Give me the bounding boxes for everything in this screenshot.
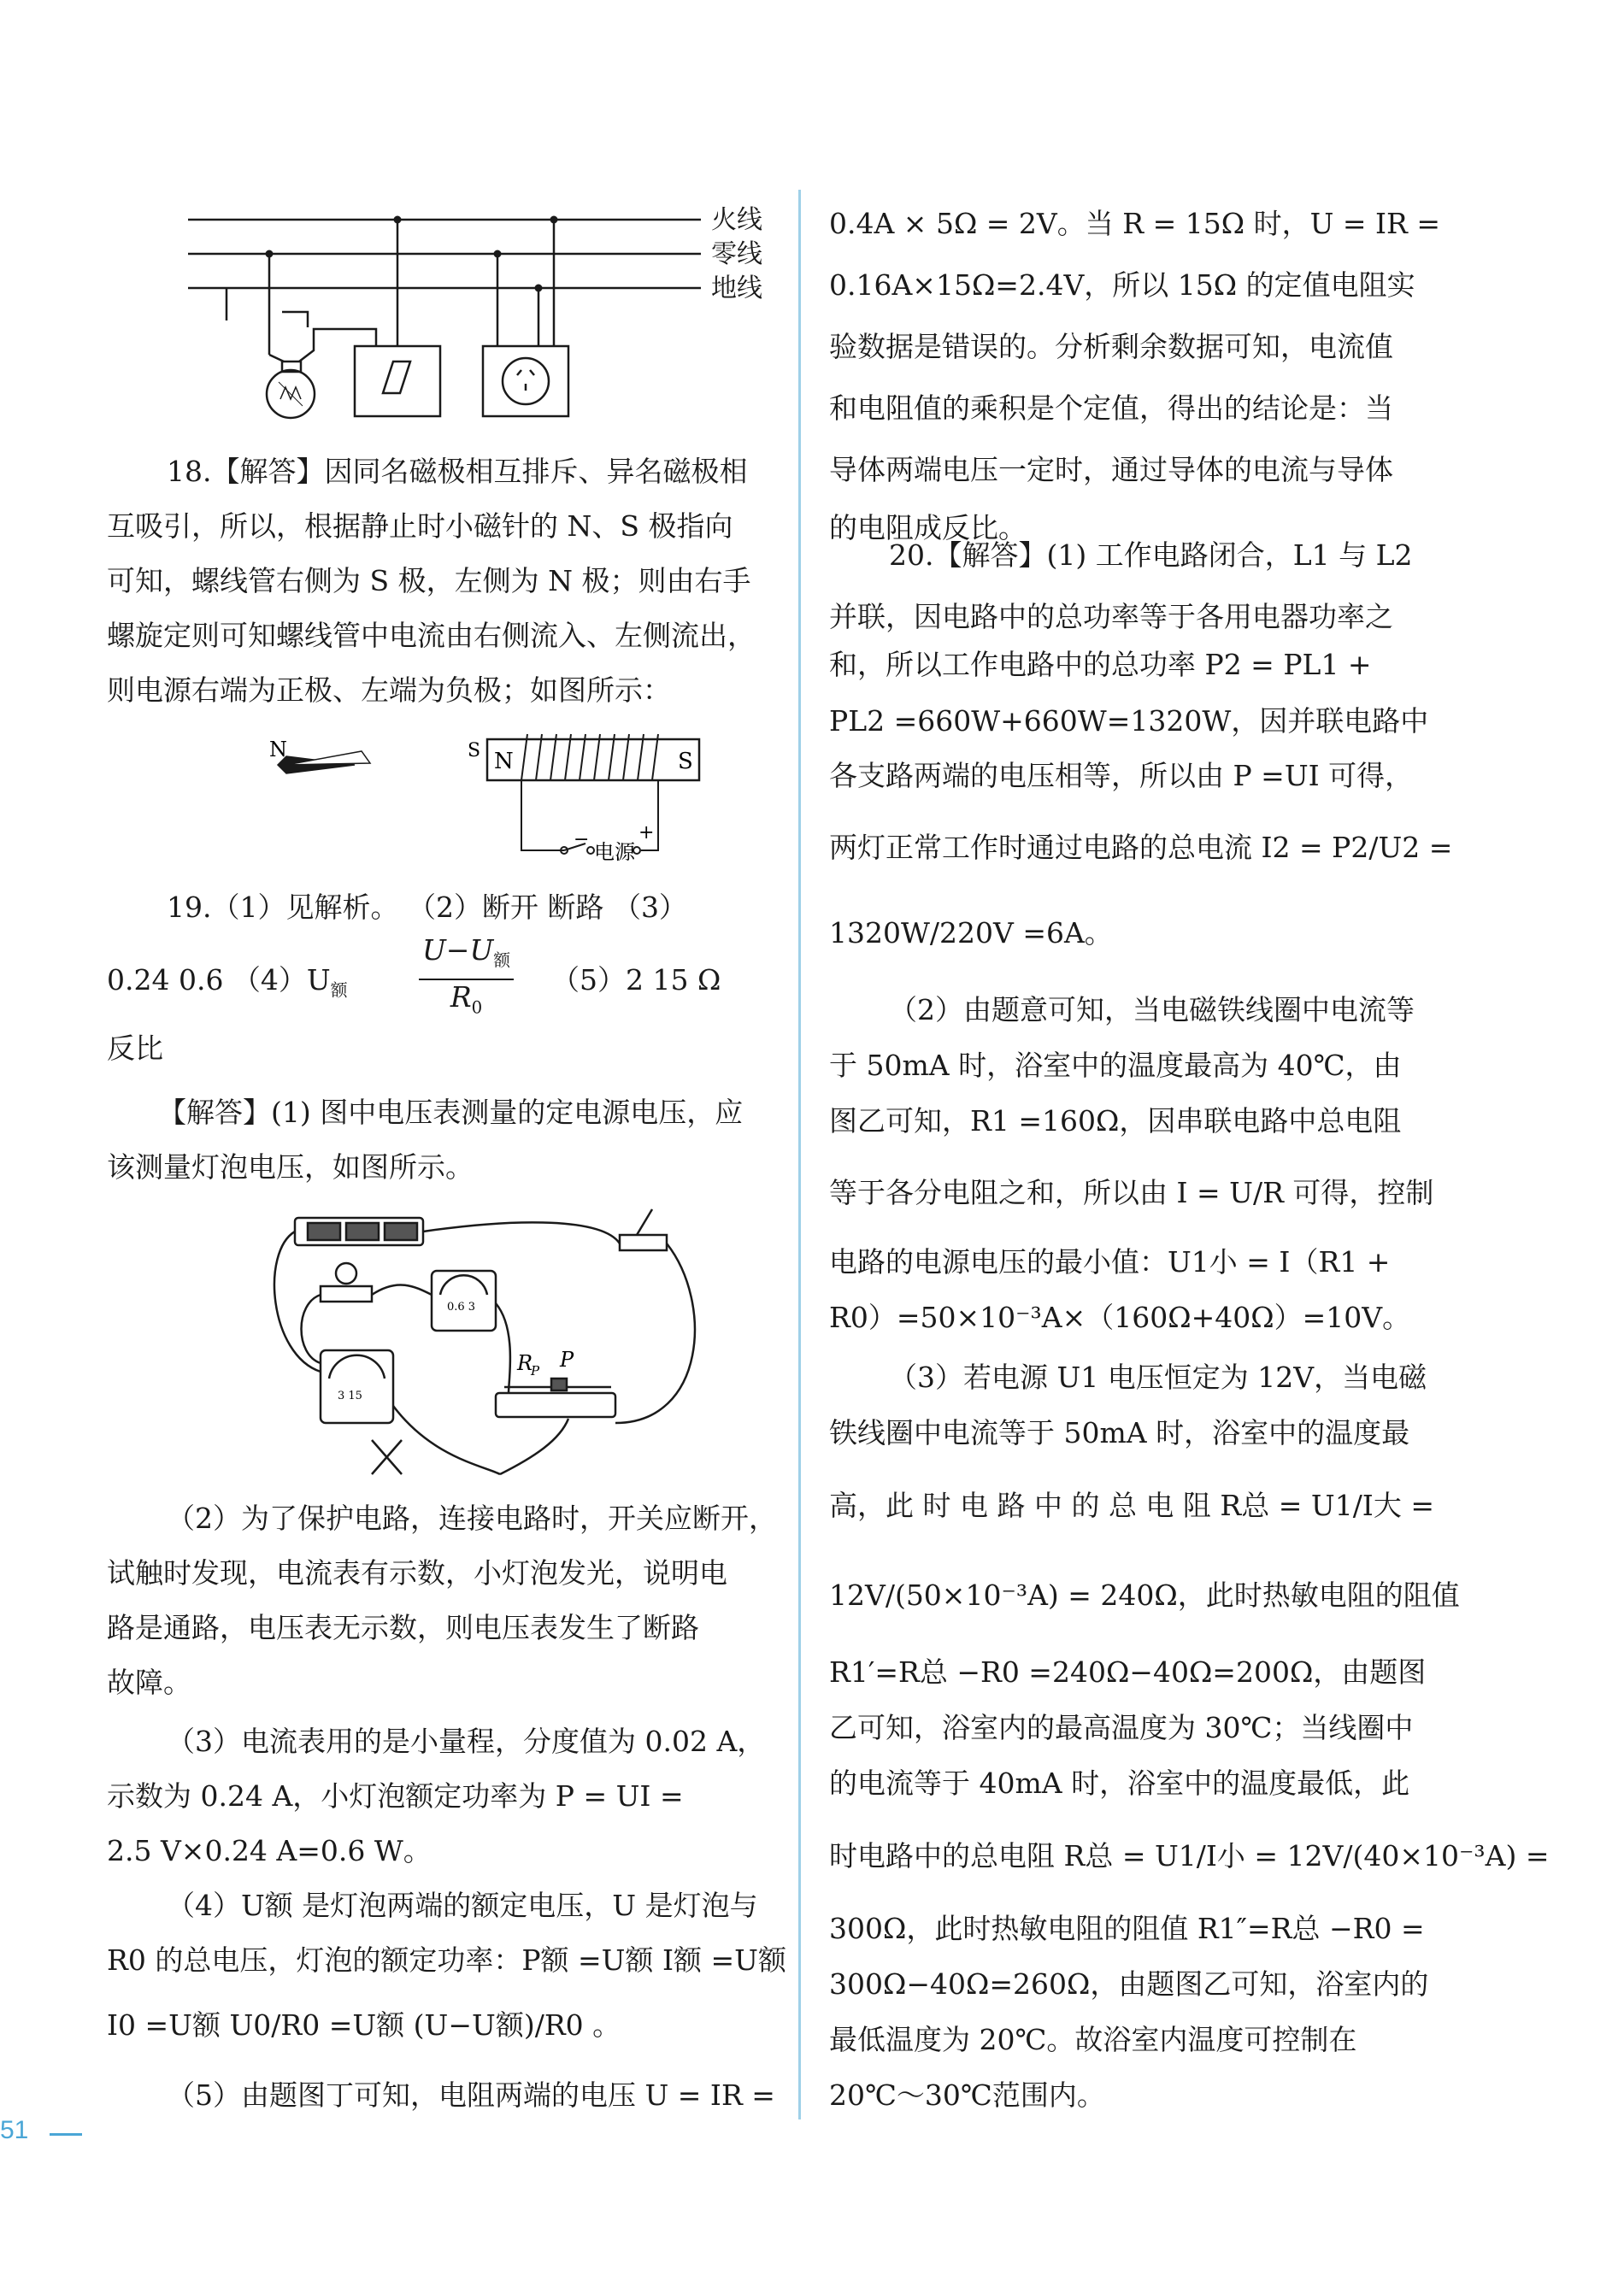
q18-line-1: 18.【解答】因同名磁极相互排斥、异名磁极相	[167, 455, 748, 488]
q19-explain-3-line-2: 示数为 0.24 A，小灯泡额定功率为 P = UI =	[107, 1779, 684, 1813]
needle-s-label: S	[468, 740, 481, 761]
q20-part3-line-3: 高，此 时 电 路 中 的 总 电 阻 R总 = U1/I大 =	[829, 1489, 1434, 1522]
live-wire-label: 火线	[711, 205, 762, 235]
q19-sub-e: 额	[330, 980, 348, 1001]
q20-part3-line-1: （3）若电源 U1 电压恒定为 12V，当电磁	[889, 1361, 1427, 1394]
solenoid-n-label: N	[494, 749, 514, 774]
ammeter-scale: 0.6 3	[447, 1301, 476, 1314]
q19-explain-1-line-2: 该测量灯泡电压，如图所示。	[107, 1150, 474, 1184]
q20-part3-line-5: R1′=R总 −R0 =240Ω−40Ω=200Ω，由题图	[829, 1655, 1427, 1689]
q20-part3-line-10: 300Ω−40Ω=260Ω，由题图乙可知，浴室内的	[829, 1967, 1429, 2001]
q20-line-7: 1320W/220V =6A。	[829, 916, 1113, 949]
right-line-6: 的电阻成反比。	[829, 511, 1027, 544]
q19-explain-4-line-1: （4）U额 是灯泡两端的额定电压，U 是灯泡与	[167, 1889, 758, 1922]
q20-part3-line-6: 乙可知，浴室内的最高温度为 30℃；当线圈中	[829, 1711, 1414, 1744]
ground-wire-label: 地线	[711, 273, 762, 303]
q20-part2-line-1: （2）由题意可知，当电磁铁线圈中电流等	[889, 993, 1415, 1026]
q19-explain-3-line-1: （3）电流表用的是小量程，分度值为 0.02 A，	[167, 1725, 766, 1758]
q20-part3-line-2: 铁线圈中电流等于 50mA 时，浴室中的温度最	[829, 1416, 1410, 1449]
q19-explain-1-line-1: 【解答】(1) 图中电压表测量的定电源电压，应	[158, 1096, 744, 1129]
q20-part3-line-8: 时电路中的总电阻 R总 = U1/I小 = 12V/(40×10⁻³A) =	[829, 1839, 1550, 1872]
q20-line-1: 20.【解答】(1) 工作电路闭合，L1 与 L2	[889, 538, 1413, 572]
q19-explain-3-line-3: 2.5 V×0.24 A=0.6 W。	[107, 1834, 432, 1867]
q19-frac-denominator: R	[450, 979, 472, 1014]
needle-n-label: N	[269, 738, 287, 761]
right-line-5: 导体两端电压一定时，通过导体的电流与导体	[829, 453, 1393, 486]
page-divider	[798, 190, 801, 2119]
right-line-1: 0.4A × 5Ω = 2V。当 R = 15Ω 时，U = IR =	[829, 207, 1441, 240]
q20-part2-line-3: 图乙可知，R1 =160Ω，因串联电路中总电阻	[829, 1104, 1402, 1138]
solenoid-s-label: S	[678, 749, 693, 774]
q20-part3-line-12: 20℃～30℃范围内。	[829, 2078, 1105, 2112]
q20-line-4: PL2 =660W+660W=1320W，因并联电路中	[829, 704, 1429, 738]
q18-line-5: 则电源右端为正极、左端为负极；如图所示：	[107, 673, 671, 707]
page-number-dash	[50, 2133, 82, 2136]
minus-sign: −	[574, 829, 590, 850]
q19-answer-fraction: $U-U_额$ $R_0$	[419, 933, 514, 1025]
q19-answer-prefix: 0.24 0.6 （4）U	[107, 963, 331, 996]
right-line-2: 0.16A×15Ω=2.4V，所以 15Ω 的定值电阻实	[829, 268, 1415, 302]
solenoid-figure	[269, 731, 714, 872]
q19-frac-numerator: U−U	[422, 933, 494, 967]
q19-explain-2-line-1: （2）为了保护电路，连接电路时，开关应断开，	[167, 1502, 777, 1535]
q20-part2-line-5: 电路的电源电压的最小值：U1小 = I（R1 +	[829, 1245, 1391, 1279]
q20-part2-line-2: 于 50mA 时，浴室中的温度最高为 40℃，由	[829, 1049, 1402, 1082]
q18-line-4: 螺旋定则可知螺线管中电流由右侧流入、左侧流出，	[107, 619, 756, 652]
q19-answer-line-2	[107, 953, 348, 1019]
q20-part3-line-7: 的电流等于 40mA 时，浴室中的温度最低，此	[829, 1767, 1410, 1800]
q19-answer-line-3: 反比	[107, 1032, 163, 1065]
power-source-label: 电源	[594, 840, 635, 864]
q19-frac-r0-sub: 0	[471, 997, 483, 1018]
q20-line-3: 和，所以工作电路中的总功率 P2 = PL1 +	[829, 648, 1372, 681]
q19-answer-line-1: 19.（1）见解析。 （2）断开 断路 （3）	[167, 891, 687, 924]
q20-part3-line-4: 12V/(50×10⁻³A) = 240Ω，此时热敏电阻的阻值	[829, 1578, 1460, 1612]
q20-part2-line-6: R0）=50×10⁻³A×（160Ω+40Ω）=10V。	[829, 1301, 1411, 1334]
voltmeter-scale: 3 15	[338, 1390, 362, 1402]
q19-answer-line-2b: （5）2 15 Ω	[551, 963, 721, 996]
q20-line-6: 两灯正常工作时通过电路的总电流 I2 = P2/U2 =	[829, 831, 1453, 864]
q19-explain-4-line-2: R0 的总电压，灯泡的额定功率：P额 =U额 I额 =U额	[107, 1943, 786, 1977]
q18-line-3: 可知，螺线管右侧为 S 极，左侧为 N 极；则由右手	[107, 564, 751, 597]
q19-explain-5: （5）由题图丁可知，电阻两端的电压 U = IR =	[167, 2078, 775, 2112]
q20-part3-line-9: 300Ω，此时热敏电阻的阻值 R1″=R总 −R0 =	[829, 1912, 1425, 1945]
right-line-3: 验数据是错误的。分析剩余数据可知，电流值	[829, 330, 1393, 363]
neutral-wire-label: 零线	[711, 239, 762, 269]
q20-line-2: 并联，因电路中的总功率等于各用电器功率之	[829, 600, 1393, 633]
q20-line-5: 各支路两端的电压相等，所以由 P =UI 可得，	[829, 759, 1414, 792]
rp-subscript: P	[531, 1363, 540, 1379]
slider-p-label: P	[560, 1348, 574, 1372]
q19-explain-2-line-4: 故障。	[107, 1666, 191, 1699]
household-wiring-figure	[188, 201, 803, 423]
right-line-4: 和电阻值的乘积是个定值，得出的结论是：当	[829, 391, 1393, 425]
plus-sign: +	[638, 822, 655, 844]
q18-line-2: 互吸引，所以，根据静止时小磁针的 N、S 极指向	[107, 509, 733, 543]
q19-explain-2-line-3: 路是通路，电压表无示数，则电压表发生了断路	[107, 1611, 699, 1644]
q19-explain-2-line-2: 试触时发现，电流表有示数，小灯泡发光，说明电	[107, 1556, 727, 1590]
q20-part3-line-11: 最低温度为 20℃。故浴室内温度可控制在	[829, 2023, 1357, 2056]
q19-explain-4-line-3: I0 =U额 U0/R0 =U额 (U−U额)/R0 。	[107, 2008, 621, 2042]
page-number: 51	[0, 2116, 29, 2144]
q20-part2-line-4: 等于各分电阻之和，所以由 I = U/R 可得，控制	[829, 1176, 1434, 1209]
rp-label: R	[517, 1351, 533, 1375]
experiment-circuit-figure	[261, 1201, 722, 1479]
